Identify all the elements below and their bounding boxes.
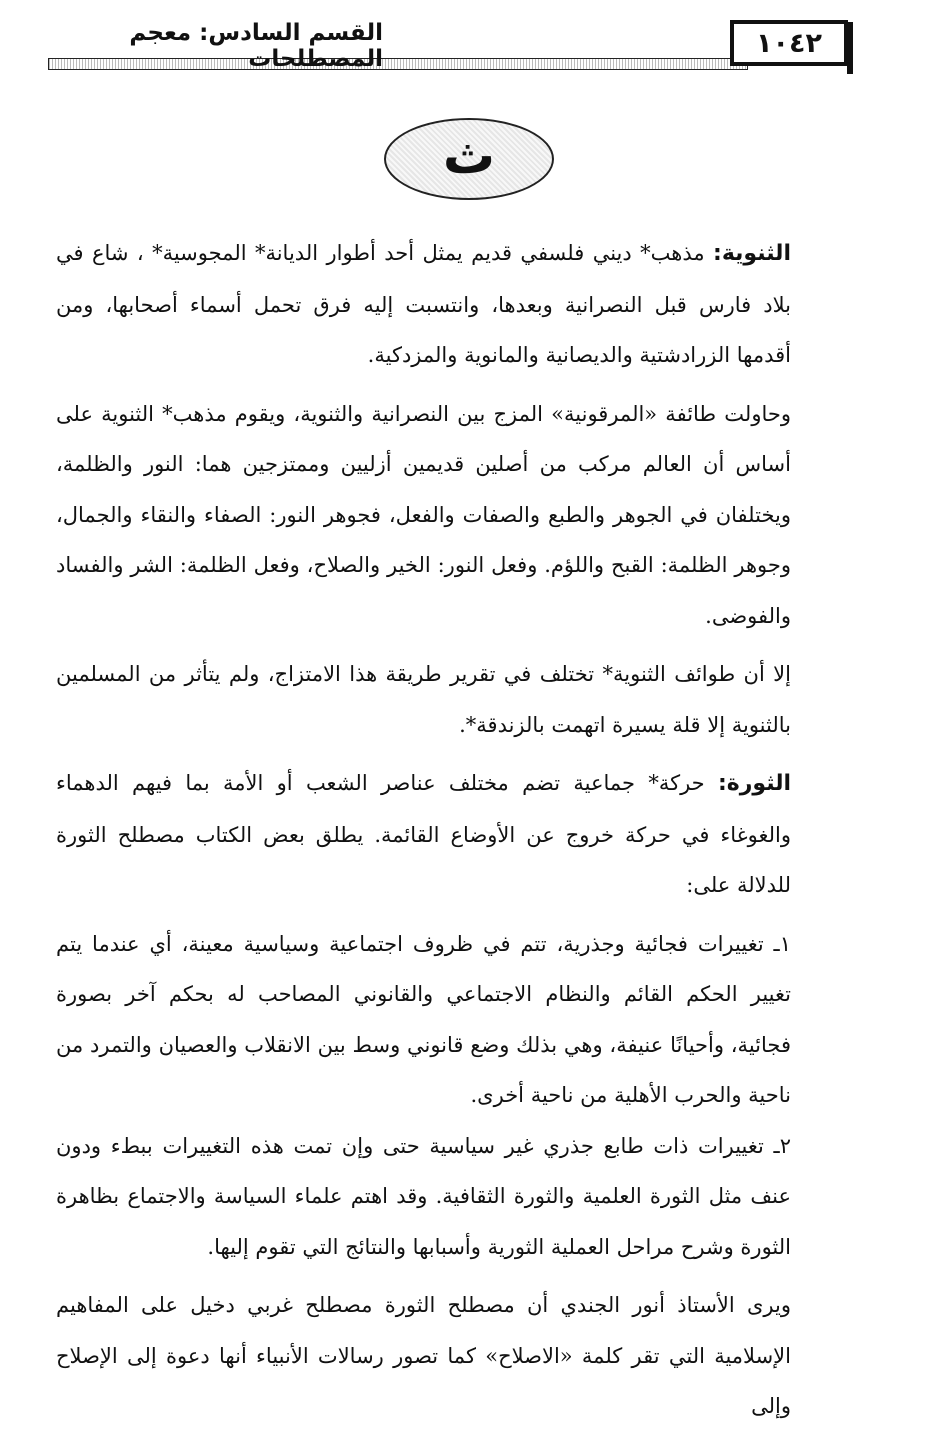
paragraph-text: ٢ـ تغييرات ذات طابع جذري غير سياسية حتى وإن تمت هذه التغييرات ببطء ودون عنف مثل الثورة العلمية والثورة الثقافية. وقد اهتم علماء السياسة والاجتماع بظاهرة الثورة وشرح مراحل العملية الثورية وأسبابها والنتائج التي تقوم إليها. (56, 1133, 791, 1259)
paragraph-anwar-jundi (56, 1280, 791, 1432)
paragraph-text: وحاولت طائفة «المرقونية» المزج بين النصرانية والثنوية، ويقوم مذهب* الثنوية على أساس أن العالم مركب من أصلين قديمين أزليين وممتزجين هما: النور والظلمة، ويختلفان في الجوهر والطبع والصفات والفعل، فجوهر النور: الصفاء والنقاء والجمال، وجوهر الظلمة: القبح واللؤم. وفعل النور: الخير والصلاح، وفعل الظلمة: الشر والفساد والفوضى. (56, 401, 791, 628)
entry-term: الثورة: (717, 771, 791, 796)
paragraph-thanawiya (56, 228, 791, 381)
page-number: ١٠٤٢ (730, 20, 848, 66)
paragraph-thawra (56, 758, 791, 911)
paragraph-text: حركة* جماعية تضم مختلف عناصر الشعب أو الأمة بما فيهم الدهماء والغوغاء في حركة خروج عن الأوضاع القائمة. يطلق بعض الكتاب مصطلح الثورة للدلالة على: (56, 771, 791, 897)
paragraph-text: إلا أن طوائف الثنوية* تختلف في تقرير طريقة هذا الامتزاج، ولم يتأثر من المسلمين بالثنوية إلا قلة يسيرة اتهمت بالزندقة*. (56, 662, 791, 737)
entry-term: الثنوية: (713, 241, 791, 266)
section-letter-badge (384, 118, 554, 200)
paragraph-point-1 (56, 919, 791, 1121)
paragraph-sects (56, 649, 791, 750)
paragraph-marcionites (56, 389, 791, 642)
running-title: القسم السادس: معجم المصطلحات (129, 20, 383, 72)
paragraph-text: ١ـ تغييرات فجائية وجذرية، تتم في ظروف اجتماعية وسياسية معينة، أي عندما يتم تغيير الحكم القائم والنظام الاجتماعي والقانوني المصاحب له بحكم آخر بصورة فجائية، وأحيانًا عنيفة، وهي بذلك وضع قانوني وسط بين الانقلاب والعصيان والتمرد من ناحية والحرب الأهلية من ناحية أخرى. (56, 931, 791, 1107)
paragraph-point-2 (56, 1121, 791, 1273)
paragraph-text: مذهب* ديني فلسفي قديم يمثل أحد أطوار الديانة* المجوسية* ، شاع في بلاد فارس قبل النصرانية وبعدها، وانتسبت إليه فرق تحمل أسماء أصحابها، ومن أقدمها الزرادشتية والديصانية والمانوية والمزدكية. (56, 241, 791, 367)
paragraph-text: ويرى الأستاذ أنور الجندي أن مصطلح الثورة مصطلح غربي دخيل على المفاهيم الإسلامية التي تقر كلمة «الاصلاح» كما تصور رسالات الأنبياء أنها دعوة إلى الإصلاح وإلى (56, 1293, 791, 1418)
page-header (48, 18, 894, 74)
page-body (56, 228, 791, 1432)
section-letter: ث (442, 126, 496, 186)
